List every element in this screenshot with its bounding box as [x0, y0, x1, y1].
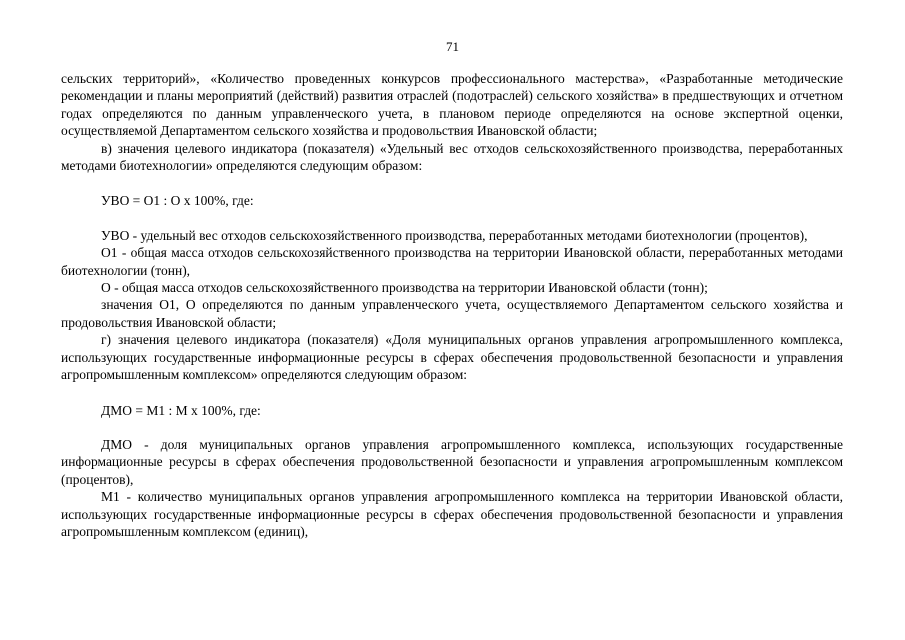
definition-dmo: ДМО - доля муниципальных органов управления агропромышленного комплекса, использующих государственные информационные ресурсы в сферах обеспечения продовольственной безопасности и управления агропромышленным комплексом (процентов),: [61, 436, 843, 487]
definition-uvo: УВО - удельный вес отходов сельскохозяйственного производства, переработанных методами биотехнологии (процентов),: [101, 227, 808, 243]
definition-o1: О1 - общая масса отходов сельскохозяйственного производства на территории Ивановской области, переработанных методами биотехнологии (тонн),: [61, 245, 843, 278]
paragraph-values-o1-o: значения О1, О определяются по данным управленческого учета, осуществляемого Департаментом сельского хозяйства и продовольствия Ивановской области;: [61, 297, 843, 330]
paragraph-indicator-v: в) значения целевого индикатора (показателя) «Удельный вес отходов сельскохозяйственного производства, переработанных методами биотехнологии» определяются следующим образом:: [61, 140, 843, 174]
page-number: 71: [446, 39, 459, 54]
formula-uvo: УВО = О1 : О x 100%, где:: [101, 193, 254, 209]
paragraph-continued: сельских территорий», «Количество проведенных конкурсов профессионального мастерства», «Разработанные методические рекомендации и планы мероприятий (действий) развития отраслей (подотраслей) сельского хозяйства» в предшествующих и отчетном годах определяются по данным управленческого учета, в плановом периоде определяются на основе экспертной оценки, осуществляемой Департаментом сельского хозяйства и продовольствия Ивановской области;: [61, 71, 843, 139]
document-body: [61, 70, 843, 540]
definition-m1: М1 - количество муниципальных органов управления агропромышленного комплекса на территории Ивановской области, использующих государственные информационные ресурсы в сферах обеспечения продовольственной безопасности и управления агропромышленным комплексом (единиц),: [61, 489, 843, 539]
definition-o: О - общая масса отходов сельскохозяйственного производства на территории Ивановской области (тонн);: [101, 280, 708, 296]
paragraph-indicator-g: г) значения целевого индикатора (показателя) «Доля муниципальных органов управления агропромышленного комплекса, использующих государственные информационные ресурсы в сферах обеспечения продовольственной безопасности и управления агропромышленным комплексом» определяются следующим образом:: [61, 332, 843, 383]
formula-dmo: ДМО = М1 : М x 100%, где:: [101, 402, 261, 418]
